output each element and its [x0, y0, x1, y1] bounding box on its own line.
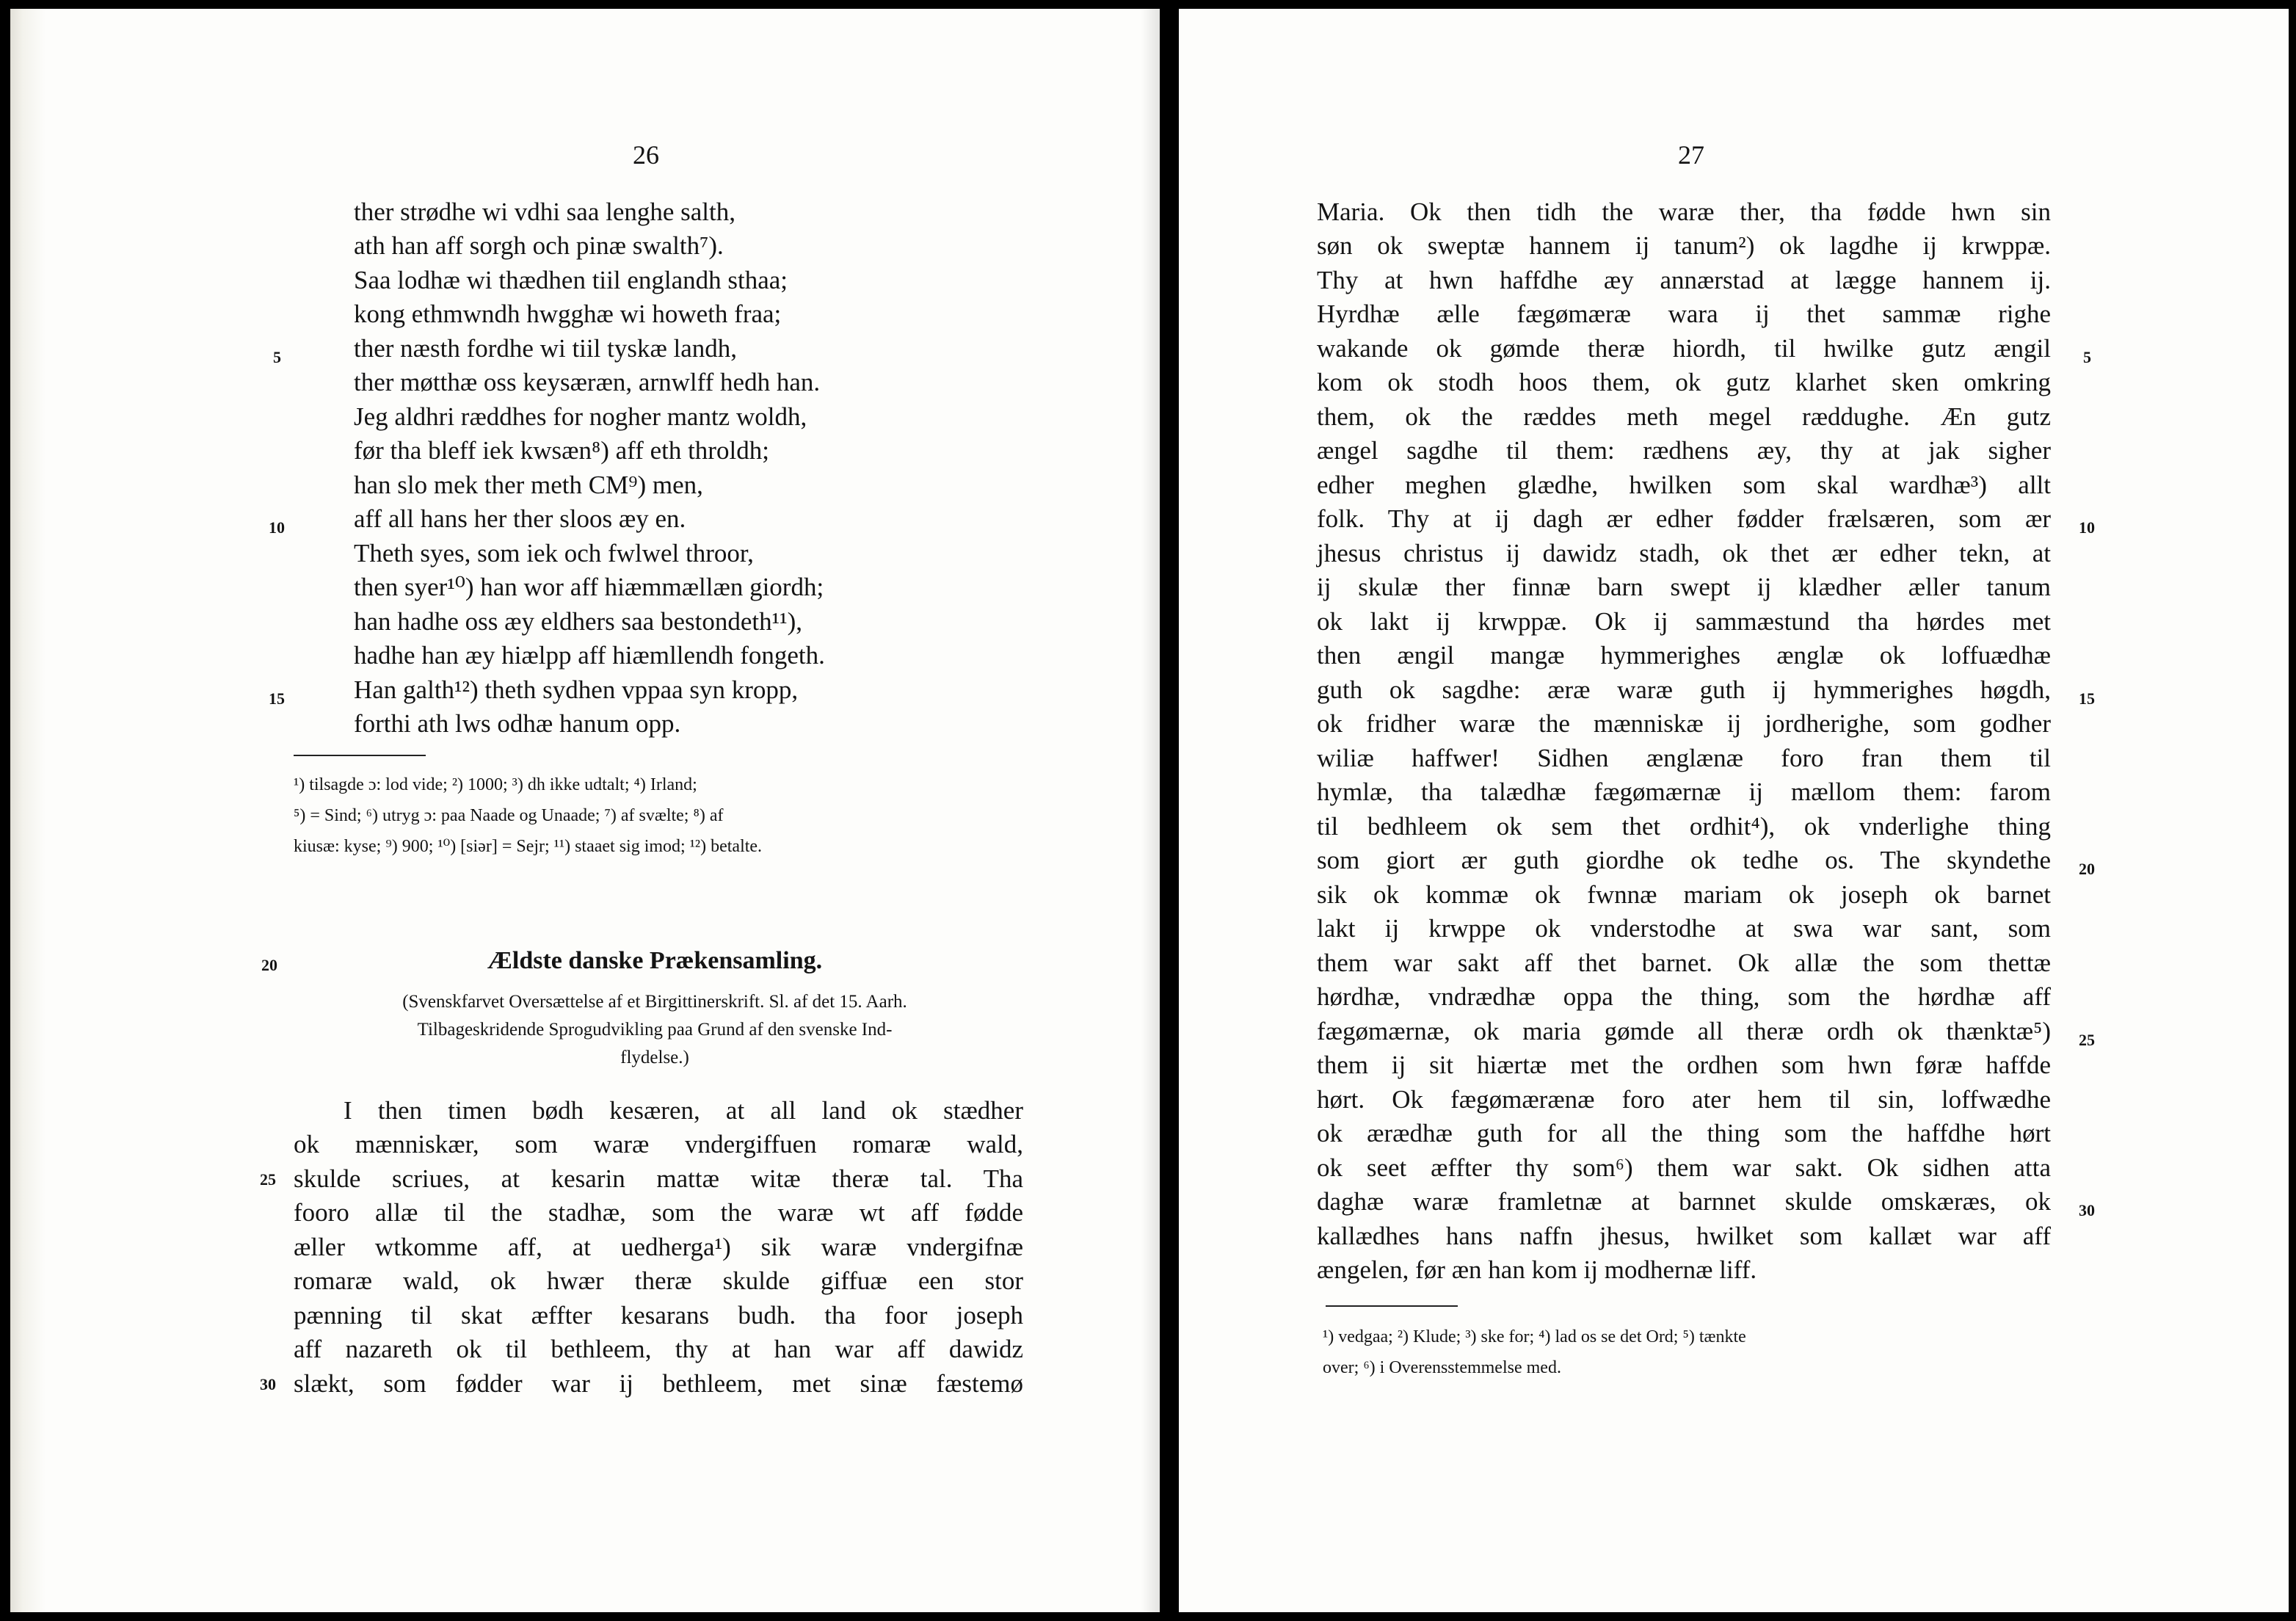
verse-line: then syer¹⁰) han wor aff hiæmmællæn giordh; — [354, 573, 824, 601]
page-edge — [10, 9, 46, 1612]
gutter-shadow — [1141, 9, 1160, 1612]
left-page — [10, 9, 1160, 1612]
section-subtitle: flydelse.) — [620, 1048, 689, 1067]
verse-line: ther strødhe wi vdhi saa lenghe salth, — [354, 197, 736, 226]
verse-line: han slo mek ther meth CM⁹) men, — [354, 471, 703, 499]
prose-line: ok mænniskær, som waræ vndergiffuen romaræ wald, — [294, 1130, 1023, 1158]
page-number: 26 — [633, 140, 659, 170]
line-number: 30 — [260, 1375, 276, 1393]
verse-line: aff all hans her ther sloos æy en. — [354, 504, 686, 533]
prose-line: æller wtkomme aff, at uedherga¹) sik waræ vndergifnæ — [294, 1233, 1023, 1261]
footnote-line: kiusæ: kyse; ⁹) 900; ¹⁰) [siər] = Sejr; ¹¹) staaet sig imod; ¹²) betalte. — [294, 837, 763, 856]
prose-line: Thy at hwn haffdhe æy annærstad at lægge hannem ij. — [1317, 266, 2051, 294]
verse-line: ther møtthæ oss keysæræn, arnwlff hedh han. — [354, 368, 821, 396]
line-number: 30 — [2079, 1201, 2095, 1219]
line-number: 5 — [273, 348, 281, 366]
verse-line: Theth syes, som iek och fwlwel throor, — [354, 539, 754, 567]
footnote-rule — [294, 755, 426, 756]
prose-line: daghæ waræ framletnæ at barnnet skulde omskæræs, ok — [1317, 1187, 2051, 1216]
line-number: 15 — [269, 689, 285, 708]
footnote-line: over; ⁶) i Overensstemmelse med. — [1323, 1358, 1561, 1377]
section-subtitle: Tilbageskridende Sprogudvikling paa Grund af den svenske Ind- — [417, 1020, 893, 1040]
prose-line: lakt ij krwppe ok vnderstodhe at swa war sant, som — [1317, 914, 2051, 943]
prose-line: pænning til skat æffter kesarans budh. tha foor joseph — [294, 1301, 1023, 1330]
line-number: 10 — [2079, 518, 2095, 537]
prose-line: kom ok stodh hoos them, ok gutz klarhet sken omkring — [1317, 368, 2051, 396]
prose-line: som giort ær guth giordhe ok tedhe os. The skyndethe — [1317, 846, 2051, 874]
prose-line: guth ok sagdhe: æræ waræ guth ij hymmerighes høgdh, — [1317, 675, 2051, 704]
prose-line: wakande ok gømde theræ hiordh, til hwilke gutz ængil — [1317, 334, 2051, 363]
prose-line: ængelen, før æn han kom ij modhernæ liff. — [1317, 1255, 1757, 1284]
prose-line: edher meghen glædhe, hwilken som skal wardhæ³) allt — [1317, 471, 2051, 499]
line-number: 15 — [2079, 689, 2095, 708]
prose-line: hymlæ, tha talædhæ fægømærnæ ij mællom them: farom — [1317, 777, 2051, 806]
prose-line: them ij sit hiærtæ met the ordhen som hwn føræ haffde — [1317, 1051, 2051, 1079]
prose-line: ok fridher waræ the mænniskæ ij jordherighe, som godher — [1317, 709, 2051, 738]
line-number: 10 — [269, 518, 285, 537]
verse-line: ath han aff sorgh och pinæ swalth⁷). — [354, 231, 724, 260]
prose-line: ok lakt ij krwppæ. Ok ij sammæstund tha hørdes met — [1317, 607, 2051, 636]
prose-line: sik ok kommæ ok fwnnæ mariam ok joseph ok barnet — [1317, 880, 2051, 909]
prose-line: then ængil mangæ hymmerighes ænglæ ok loffuædhæ — [1317, 641, 2051, 670]
prose-line: hørdhæ, vndrædhæ oppa the thing, som the hørdhæ aff — [1317, 982, 2051, 1011]
line-number: 25 — [2079, 1031, 2095, 1049]
prose-line: fægømærnæ, ok maria gømde all theræ ordh ok thænktæ⁵) — [1317, 1017, 2051, 1045]
prose-line: them, ok the ræddes meth megel rædd​ughe. Æn gutz — [1317, 402, 2051, 431]
right-page — [1179, 9, 2289, 1612]
prose-line: I then timen bødh kesæren, at all land ok stædher — [344, 1096, 1023, 1125]
section-subtitle: (Svenskfarvet Oversættelse af et Birgittinerskrift. Sl. af det 15. Aarh. — [402, 992, 907, 1012]
prose-line: ij skulæ ther finnæ barn swept ij klædher æller tanum — [1317, 573, 2051, 601]
prose-line: Hyrdhæ ælle fægømæræ wara ij thet sammæ righe — [1317, 300, 2051, 328]
footnote-rule — [1326, 1305, 1458, 1307]
section-title: Ældste danske Prækensamling. — [487, 947, 823, 974]
verse-line: kong ethmwndh hwgghæ wi howeth fraa; — [354, 300, 782, 328]
prose-line: søn ok sweptæ hannem ij tanum²) ok lagdhe ij krwppæ. — [1317, 231, 2051, 260]
verse-line: før tha bleff iek kwsæn⁸) aff eth throldh; — [354, 436, 769, 465]
page-number: 27 — [1678, 140, 1704, 170]
footnote-line: ¹) tilsagde ɔ: lod vide; ²) 1000; ³) dh ikke udtalt; ⁴) Irland; — [294, 775, 697, 794]
prose-line: jhesus christus ij dawidz stadh, ok thet ær edher tekn, at — [1317, 539, 2051, 567]
verse-line: Han galth¹²) theth sydhen vppaa syn kropp, — [354, 675, 799, 704]
prose-line: romaræ wald, ok hwær theræ skulde giffuæ een stor — [294, 1266, 1023, 1295]
footnote-line: ¹) vedgaa; ²) Klude; ³) ske for; ⁴) lad os se det Ord; ⁵) tænkte — [1323, 1327, 1746, 1346]
verse-line: forthi ath lws odhæ hanum opp. — [354, 709, 681, 738]
prose-line: wiliæ haffwer! Sidhen ænglænæ foro fran them til — [1317, 744, 2051, 772]
prose-line: aff nazareth ok til bethleem, thy at han war aff dawidz — [294, 1335, 1023, 1363]
line-number: 5 — [2083, 348, 2091, 366]
prose-line: ok seet æffter thy som⁶) them war sakt. Ok sidhen atta — [1317, 1153, 2051, 1182]
prose-line: slækt, som fødder war ij bethleem, met sinæ fæstemø — [294, 1369, 1023, 1398]
prose-line: fooro allæ til the stadhæ, som the waræ wt aff fødde — [294, 1198, 1023, 1227]
prose-line: hørt. Ok fægømærænæ foro ater hem til sin, loffwædhe — [1317, 1085, 2051, 1114]
prose-line: ængel sagdhe til them: rædhens æy, thy at jak sigher — [1317, 436, 2051, 465]
prose-line: skulde scriues, at kesarin mattæ witæ theræ tal. Tha — [294, 1164, 1023, 1193]
footnote-line: ⁵) = Sind; ⁶) utryg ɔ: paa Naade og Unaade; ⁷) af svælte; ⁸) af — [294, 806, 724, 825]
line-number: 25 — [260, 1170, 276, 1189]
prose-line: kallædhes hans naffn jhesus, hwilket som kallæt war aff — [1317, 1222, 2051, 1250]
verse-line: han hadhe oss æy eldhers saa bestondeth¹¹), — [354, 607, 802, 636]
prose-line: ok ærædhæ guth for all the thing som the haffdhe hørt — [1317, 1119, 2051, 1147]
line-number: 20 — [261, 956, 277, 974]
verse-line: Saa lodhæ wi thædhen tiil englandh sthaa; — [354, 266, 788, 294]
verse-line: Jeg aldhri ræddhes for nogher mantz woldh, — [354, 402, 807, 431]
prose-line: folk. Thy at ij dagh ær edher fødder frælsæren, som ær — [1317, 504, 2051, 533]
line-number: 20 — [2079, 860, 2095, 878]
verse-line: ther næsth fordhe wi tiil tyskæ landh, — [354, 334, 738, 363]
prose-line: them war sakt aff thet barnet. Ok allæ the som thettæ — [1317, 949, 2051, 977]
verse-line: hadhe han æy hiælpp aff hiæmllendh fongeth. — [354, 641, 825, 670]
prose-line: til bedhleem ok sem thet ordhit⁴), ok vnderlighe thing — [1317, 812, 2051, 841]
prose-line: Maria. Ok then tidh the waræ ther, tha fødde hwn sin — [1317, 197, 2051, 226]
